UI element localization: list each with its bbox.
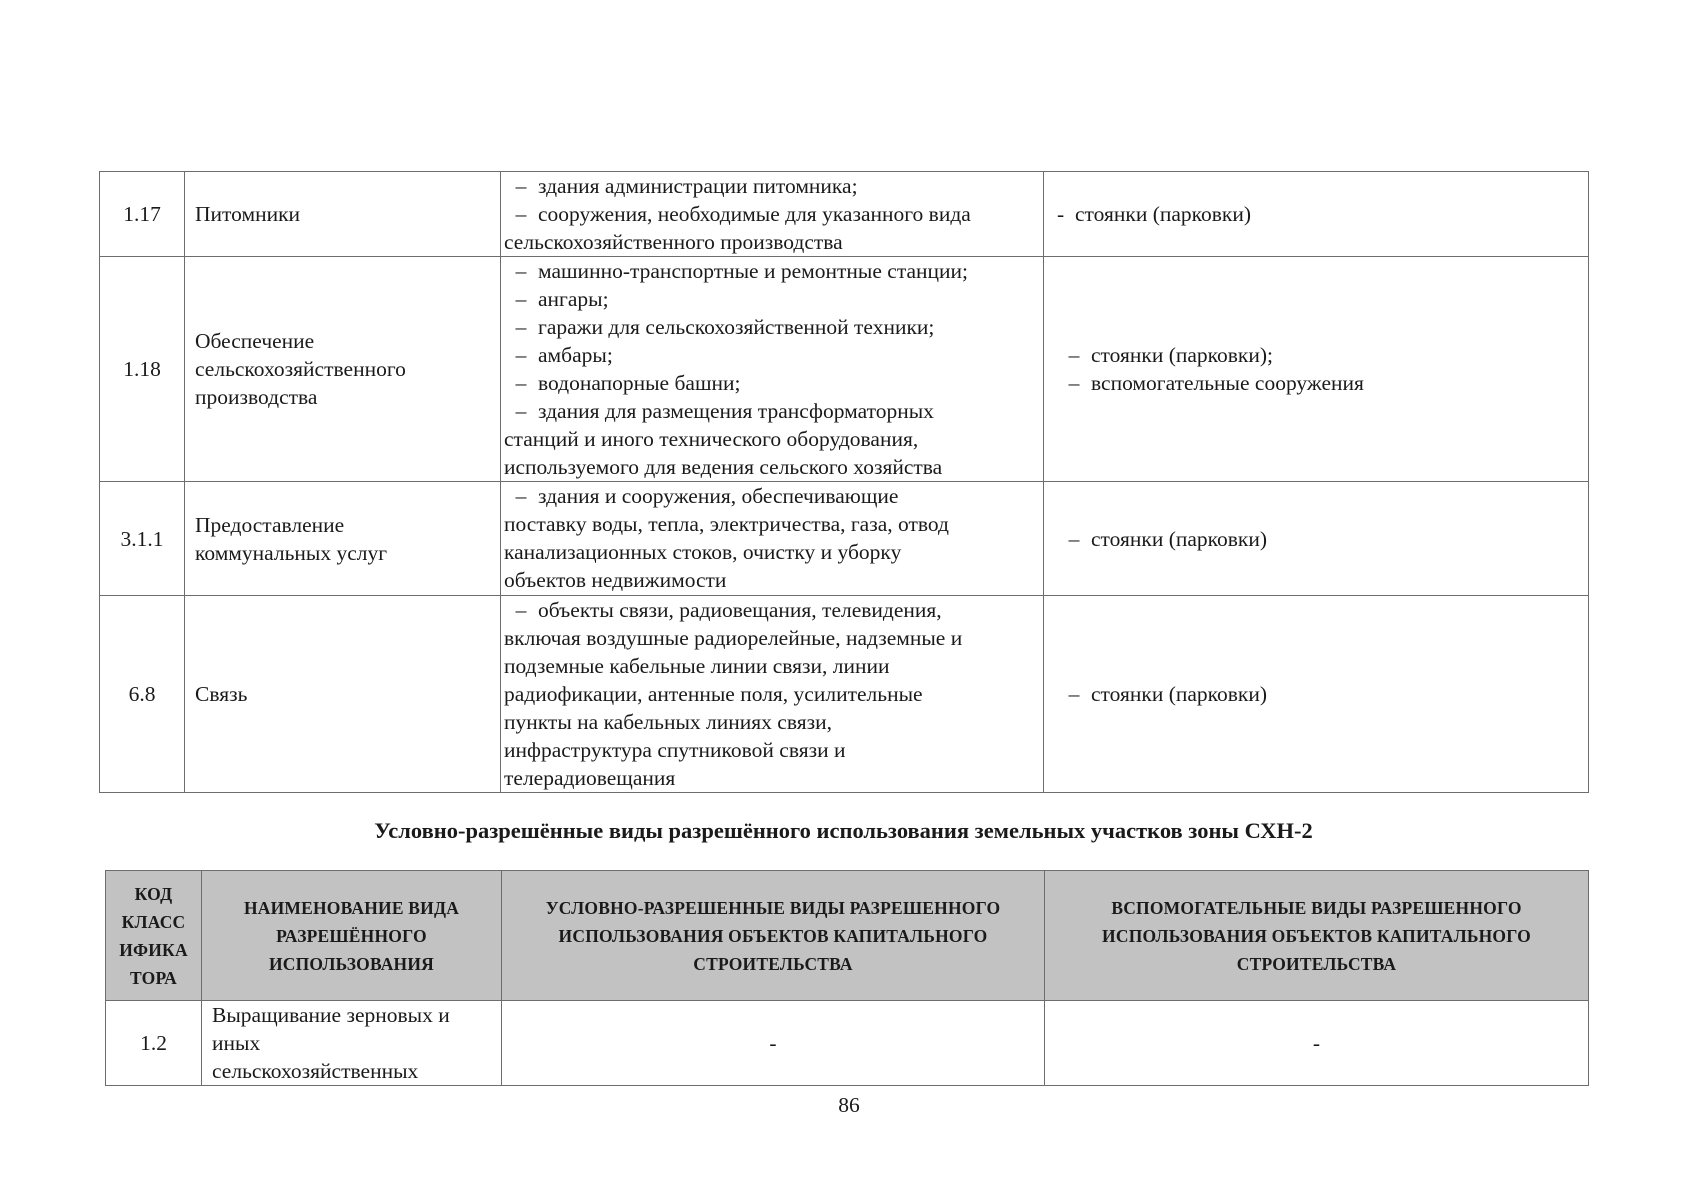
- header-row: [106, 871, 1589, 1001]
- dash-marker: –: [515, 315, 527, 339]
- table-row: [100, 172, 1589, 257]
- list-item: [504, 172, 1043, 200]
- list-item: [504, 285, 1043, 313]
- table-row: [100, 596, 1589, 793]
- header-line: СТРОИТЕЛЬСТВА: [1236, 953, 1397, 974]
- table-row: [106, 1001, 1589, 1086]
- table-row: [100, 482, 1589, 596]
- list-item: [504, 257, 1043, 285]
- list-item: [1057, 369, 1588, 397]
- row-auxiliary-uses: [1044, 596, 1589, 793]
- list-item-text: машинно-транспортные и ремонтные станции;: [538, 259, 969, 283]
- dash-marker: –: [515, 343, 527, 367]
- list-item-text: стоянки (парковки): [1091, 682, 1268, 706]
- header-line: КОД: [134, 883, 173, 904]
- conditional-uses-table: [105, 870, 1589, 1086]
- row-auxiliary-uses: [1044, 482, 1589, 596]
- name-line: Связь: [195, 682, 248, 706]
- list-item-text: канализационных стоков, очистку и уборку: [504, 540, 902, 564]
- list-item: [504, 736, 1043, 764]
- dash-marker: –: [515, 174, 527, 198]
- list-item: [504, 652, 1043, 680]
- list-item: [504, 228, 1043, 256]
- name-line: Обеспечение: [195, 329, 315, 353]
- list-item-text: ангары;: [538, 287, 609, 311]
- list-item: [1057, 341, 1588, 369]
- name-line: производства: [195, 385, 318, 409]
- row-main-uses: [501, 257, 1044, 482]
- list-item-text: используемого для ведения сельского хозяйства: [504, 455, 943, 479]
- row-name: [185, 482, 501, 596]
- dash-marker: –: [1068, 682, 1080, 706]
- row-name: [202, 1001, 502, 1086]
- list-item-text: объектов недвижимости: [504, 568, 727, 592]
- row-main-uses: [501, 596, 1044, 793]
- name-line: Выращивание зерновых и: [212, 1003, 450, 1027]
- list-item-text: станций и иного технического оборудования,: [504, 427, 919, 451]
- header-line: ИСПОЛЬЗОВАНИЯ ОБЪЕКТОВ КАПИТАЛЬНОГО: [558, 925, 988, 946]
- row-name: [185, 596, 501, 793]
- row-name: [185, 172, 501, 257]
- dash-marker: –: [515, 598, 527, 622]
- dash-marker: –: [1068, 343, 1080, 367]
- list-item: [504, 313, 1043, 341]
- list-item-text: здания для размещения трансформаторных: [538, 399, 934, 423]
- list-item-text: радиофикации, антенные поля, усилительные: [504, 682, 923, 706]
- list-item-text: гаражи для сельскохозяйственной техники;: [538, 315, 935, 339]
- row-auxiliary-uses: [1044, 257, 1589, 482]
- row-code: 6.8: [100, 596, 185, 793]
- list-item-text: стоянки (парковки): [1091, 526, 1268, 551]
- header-line: КЛАСС: [121, 911, 186, 932]
- dash-marker: –: [515, 484, 527, 508]
- list-item: [1057, 200, 1588, 228]
- list-item: [504, 680, 1043, 708]
- header-line: ИФИКА: [119, 939, 188, 960]
- header-line: СТРОИТЕЛЬСТВА: [693, 953, 853, 974]
- list-item-text: водонапорные башни;: [538, 371, 741, 395]
- dash-marker: –: [515, 259, 527, 283]
- name-line: Питомники: [195, 202, 301, 226]
- list-item-text: вспомогательные сооружения: [1091, 371, 1364, 395]
- header-name: [202, 871, 502, 1001]
- list-item: [504, 200, 1043, 228]
- list-item: [504, 453, 1043, 481]
- list-item-text: сооружения, необходимые для указанного вида: [538, 202, 971, 226]
- list-item-text: поставку воды, тепла, электричества, газа, отвод: [504, 512, 949, 536]
- list-item: [504, 624, 1043, 652]
- header-line: РАЗРЕШЁННОГО: [276, 925, 427, 946]
- list-item-text: стоянки (парковки): [1075, 202, 1252, 226]
- row-code: 3.1.1: [100, 482, 185, 596]
- list-item-text: подземные кабельные линии связи, линии: [504, 654, 890, 678]
- dash-marker: –: [1068, 526, 1080, 551]
- row-main-uses: [501, 172, 1044, 257]
- list-item: [504, 566, 1043, 594]
- list-item-text: объекты связи, радиовещания, телевидения,: [538, 598, 942, 622]
- header-line: ИСПОЛЬЗОВАНИЯ: [268, 953, 435, 974]
- list-item: [504, 510, 1043, 538]
- list-item: [1057, 525, 1588, 553]
- list-item-text: инфраструктура спутниковой связи и: [504, 738, 846, 762]
- list-item-text: телерадиовещания: [504, 766, 676, 790]
- list-item-text: здания администрации питомника;: [538, 174, 858, 198]
- dash-marker: –: [515, 371, 527, 395]
- list-item: [504, 369, 1043, 397]
- list-item: [504, 538, 1043, 566]
- header-conditional: [502, 871, 1045, 1001]
- row-code: 1.18: [100, 257, 185, 482]
- name-line: Предоставление: [195, 512, 345, 537]
- row-name: [185, 257, 501, 482]
- row-code: 1.17: [100, 172, 185, 257]
- dash-marker: –: [1068, 371, 1080, 395]
- row-code: 1.2: [106, 1001, 202, 1086]
- dash-marker: –: [515, 287, 527, 311]
- name-line: коммунальных услуг: [195, 540, 388, 565]
- list-item-text: стоянки (парковки);: [1091, 343, 1274, 367]
- header-auxiliary: [1045, 871, 1589, 1001]
- header-line: ТОРА: [130, 967, 177, 988]
- dash-marker: –: [515, 399, 527, 423]
- name-line: иных: [212, 1031, 261, 1055]
- row-auxiliary-uses: -: [1045, 1001, 1589, 1086]
- row-conditional-uses: -: [502, 1001, 1045, 1086]
- list-item: [504, 482, 1043, 510]
- row-auxiliary-uses: [1044, 172, 1589, 257]
- list-item-text: пункты на кабельных линиях связи,: [504, 710, 832, 734]
- section-title: Условно-разрешённые виды разрешённого использования земельных участков зоны СХН-2: [374, 818, 1313, 843]
- permitted-uses-table: [99, 171, 1589, 793]
- list-item-text: здания и сооружения, обеспечивающие: [538, 484, 899, 508]
- dash-marker: -: [1057, 202, 1065, 226]
- row-main-uses: [501, 482, 1044, 596]
- header-line: ВСПОМОГАТЕЛЬНЫЕ ВИДЫ РАЗРЕШЕННОГО: [1111, 897, 1522, 918]
- list-item: [504, 341, 1043, 369]
- header-line: НАИМЕНОВАНИЕ ВИДА: [243, 897, 460, 918]
- name-line: сельскохозяйственного: [195, 357, 406, 381]
- table-row: [100, 257, 1589, 482]
- header-line: УСЛОВНО-РАЗРЕШЕННЫЕ ВИДЫ РАЗРЕШЕННОГО: [545, 897, 1001, 918]
- page-number: 86: [838, 1093, 860, 1117]
- name-line: сельскохозяйственных: [212, 1059, 419, 1083]
- list-item-text: сельскохозяйственного производства: [504, 230, 843, 254]
- list-item: [1057, 680, 1588, 708]
- header-code: [106, 871, 202, 1001]
- list-item: [504, 708, 1043, 736]
- list-item: [504, 764, 1043, 792]
- list-item-text: включая воздушные радиорелейные, надземные и: [504, 626, 963, 650]
- list-item: [504, 397, 1043, 425]
- list-item-text: амбары;: [538, 343, 613, 367]
- dash-marker: –: [515, 202, 527, 226]
- header-line: ИСПОЛЬЗОВАНИЯ ОБЪЕКТОВ КАПИТАЛЬНОГО: [1102, 925, 1531, 946]
- list-item: [504, 596, 1043, 624]
- list-item: [504, 425, 1043, 453]
